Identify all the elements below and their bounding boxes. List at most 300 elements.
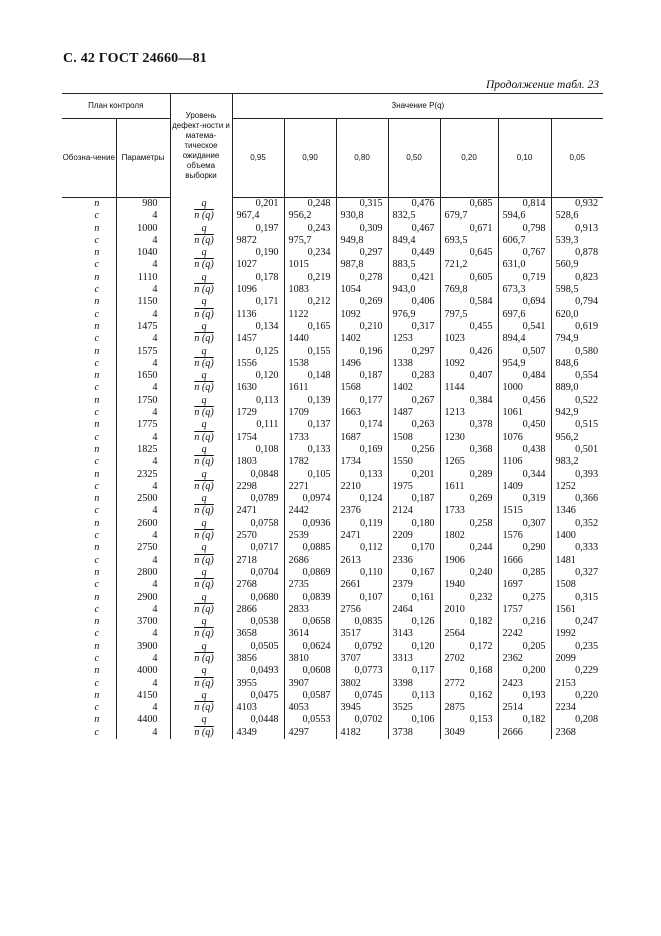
value-cell: 1481 [551, 555, 603, 567]
table-continuation-label: Продолжение табл. 23 [486, 79, 599, 91]
level-text: n (q) [194, 210, 214, 222]
level-text: n (q) [194, 284, 214, 296]
value-cell: 0,111 [232, 419, 284, 431]
designation-cell: c [94, 554, 100, 566]
level-cell [170, 579, 232, 591]
level-cell [170, 432, 232, 444]
value-cell: 2271 [284, 481, 336, 493]
level-cell [170, 628, 232, 640]
designation-cell: c [94, 505, 100, 517]
value-cell: 1092 [336, 309, 388, 321]
parameter-cell: 4150 [116, 690, 170, 702]
value-cell: 1508 [388, 432, 440, 444]
table-row [62, 678, 603, 690]
value-cell: 0,110 [336, 567, 388, 579]
value-cell: 0,105 [284, 469, 336, 481]
designation-cell: n [94, 493, 100, 505]
table-row [62, 530, 603, 542]
value-cell: 0,315 [336, 198, 388, 211]
value-cell: 832,5 [388, 210, 440, 222]
table-row [62, 296, 603, 308]
value-cell: 2661 [336, 579, 388, 591]
value-cell: 0,168 [440, 665, 498, 677]
value-cell: 1729 [232, 407, 284, 419]
parameter-cell: 2750 [116, 542, 170, 554]
value-cell: 0,580 [551, 346, 603, 358]
value-cell: 3049 [440, 727, 498, 739]
value-cell: 0,208 [551, 714, 603, 726]
value-cell: 0,134 [232, 321, 284, 333]
table-row [62, 616, 603, 628]
value-cell: 0,269 [440, 493, 498, 505]
parameter-cell: 1000 [116, 223, 170, 235]
value-cell: 539,3 [551, 235, 603, 247]
designation-cell: n [94, 566, 100, 578]
designation-cell: n [94, 640, 100, 652]
value-cell: 1687 [336, 432, 388, 444]
value-cell: 0,333 [551, 542, 603, 554]
p-value-header: 0,05 [551, 119, 603, 198]
value-cell: 3955 [232, 678, 284, 690]
parameter-cell: 2600 [116, 518, 170, 530]
value-cell: 848,6 [551, 358, 603, 370]
value-cell: 0,182 [440, 616, 498, 628]
parameter-cell: 4 [116, 456, 170, 468]
parameter-cell: 4 [116, 259, 170, 271]
value-cell: 2866 [232, 604, 284, 616]
level-cell [170, 456, 232, 468]
parameter-cell: 4 [116, 628, 170, 640]
parameter-cell: 1040 [116, 247, 170, 259]
value-cell: 975,7 [284, 235, 336, 247]
designation-cell: c [94, 603, 100, 615]
level-cell: q [170, 592, 232, 604]
value-cell: 0,290 [498, 542, 551, 554]
value-cell: 0,267 [388, 395, 440, 407]
designation-cell: c [94, 652, 100, 664]
value-cell: 1561 [551, 604, 603, 616]
table-body [62, 198, 603, 740]
value-cell: 1136 [232, 309, 284, 321]
value-cell: 0,0553 [284, 714, 336, 726]
level-cell [170, 555, 232, 567]
table-row [62, 309, 603, 321]
level-cell: q [170, 616, 232, 628]
designation-cell: c [94, 480, 100, 492]
designation-cell: c [94, 456, 100, 468]
value-cell: 0,507 [498, 346, 551, 358]
level-cell: q [170, 665, 232, 677]
level-text: n (q) [194, 652, 214, 664]
value-cell: 0,172 [440, 641, 498, 653]
value-cell: 0,247 [551, 616, 603, 628]
table-row [62, 604, 603, 616]
value-cell: 983,2 [551, 456, 603, 468]
value-cell: 3907 [284, 678, 336, 690]
value-cell: 0,0974 [284, 493, 336, 505]
value-cell: 2471 [232, 505, 284, 517]
value-cell: 0,554 [551, 370, 603, 382]
value-cell: 1096 [232, 284, 284, 296]
value-cell: 0,0624 [284, 641, 336, 653]
value-cell: 1663 [336, 407, 388, 419]
value-cell: 930,8 [336, 210, 388, 222]
table-row [62, 702, 603, 714]
level-cell: q [170, 370, 232, 382]
value-cell: 0,0658 [284, 616, 336, 628]
value-cell: 0,455 [440, 321, 498, 333]
parameter-cell: 3700 [116, 616, 170, 628]
table-row [62, 358, 603, 370]
value-cell: 2464 [388, 604, 440, 616]
parameter-cell: 1825 [116, 444, 170, 456]
value-cell: 0,197 [232, 223, 284, 235]
table-row [62, 259, 603, 271]
value-cell: 0,541 [498, 321, 551, 333]
value-cell: 528,6 [551, 210, 603, 222]
value-cell: 0,297 [388, 346, 440, 358]
value-cell: 943,0 [388, 284, 440, 296]
value-cell: 1611 [284, 382, 336, 394]
table-row [62, 727, 603, 739]
value-cell: 0,0505 [232, 641, 284, 653]
designation-cell: c [94, 308, 100, 320]
value-cell: 956,2 [551, 432, 603, 444]
value-cell: 0,522 [551, 395, 603, 407]
parameter-cell: 980 [116, 198, 170, 211]
parameter-cell: 4 [116, 432, 170, 444]
designation-cell: n [94, 271, 100, 283]
value-cell: 967,4 [232, 210, 284, 222]
level-text: n (q) [194, 259, 214, 271]
table-row [62, 518, 603, 530]
value-cell: 0,406 [388, 296, 440, 308]
value-cell: 0,167 [388, 567, 440, 579]
value-cell: 1076 [498, 432, 551, 444]
value-cell: 0,139 [284, 395, 336, 407]
value-cell: 0,0538 [232, 616, 284, 628]
value-cell: 1122 [284, 309, 336, 321]
value-cell: 0,126 [388, 616, 440, 628]
value-cell: 1027 [232, 259, 284, 271]
level-cell [170, 530, 232, 542]
value-cell: 0,170 [388, 542, 440, 554]
level-cell: q [170, 223, 232, 235]
value-cell: 2298 [232, 481, 284, 493]
value-cell: 794,9 [551, 333, 603, 345]
designation-cell: c [94, 234, 100, 246]
value-cell: 1992 [551, 628, 603, 640]
value-cell: 0,767 [498, 247, 551, 259]
parameter-cell: 4 [116, 505, 170, 517]
level-text: n (q) [194, 480, 214, 492]
value-cell: 0,694 [498, 296, 551, 308]
designation-cell: n [94, 443, 100, 455]
value-cell: 0,297 [336, 247, 388, 259]
value-cell: 4053 [284, 702, 336, 714]
value-cell: 697,6 [498, 309, 551, 321]
level-text: n (q) [194, 603, 214, 615]
value-cell: 894,4 [498, 333, 551, 345]
value-cell: 0,258 [440, 518, 498, 530]
value-cell: 3614 [284, 628, 336, 640]
value-cell: 1015 [284, 259, 336, 271]
value-cell: 1803 [232, 456, 284, 468]
value-cell: 0,515 [551, 419, 603, 431]
value-cell: 976,9 [388, 309, 440, 321]
value-cell: 889,0 [551, 382, 603, 394]
value-cell: 2613 [336, 555, 388, 567]
value-cell: 3313 [388, 653, 440, 665]
value-cell: 1782 [284, 456, 336, 468]
value-cell: 1061 [498, 407, 551, 419]
level-text: n (q) [194, 505, 214, 517]
value-cell: 0,248 [284, 198, 336, 211]
value-cell: 560,9 [551, 259, 603, 271]
value-cell: 3945 [336, 702, 388, 714]
parameter-cell: 1575 [116, 346, 170, 358]
value-cell: 620,0 [551, 309, 603, 321]
value-cell: 0,193 [498, 690, 551, 702]
value-cell: 1402 [388, 382, 440, 394]
value-cell: 0,0475 [232, 690, 284, 702]
parameter-cell: 4 [116, 235, 170, 247]
value-cell: 954,9 [498, 358, 551, 370]
value-cell: 0,0885 [284, 542, 336, 554]
table-row [62, 346, 603, 358]
value-cell: 1508 [551, 579, 603, 591]
value-cell: 1023 [440, 333, 498, 345]
value-cell: 0,125 [232, 346, 284, 358]
value-cell: 2336 [388, 555, 440, 567]
value-cell: 2442 [284, 505, 336, 517]
value-cell: 0,113 [388, 690, 440, 702]
value-cell: 0,0680 [232, 592, 284, 604]
designation-cell: c [94, 530, 100, 542]
value-cell: 0,0448 [232, 714, 284, 726]
value-cell: 2514 [498, 702, 551, 714]
value-cell: 0,205 [498, 641, 551, 653]
parameter-cell: 4 [116, 727, 170, 739]
value-cell: 721,2 [440, 259, 498, 271]
table-row [62, 505, 603, 517]
value-cell: 2570 [232, 530, 284, 542]
level-cell: q [170, 296, 232, 308]
value-cell: 1802 [440, 530, 498, 542]
table-row [62, 641, 603, 653]
value-cell: 2210 [336, 481, 388, 493]
designation-cell: n [94, 198, 100, 209]
designation-cell: c [94, 210, 100, 222]
table-row [62, 210, 603, 222]
level-cell [170, 382, 232, 394]
parameter-cell: 4 [116, 284, 170, 296]
designation-cell: c [94, 259, 100, 271]
designation-cell: c [94, 431, 100, 443]
value-cell: 3738 [388, 727, 440, 739]
value-cell: 2010 [440, 604, 498, 616]
parameter-cell: 3900 [116, 641, 170, 653]
table-row [62, 579, 603, 591]
value-cell: 0,932 [551, 198, 603, 211]
value-cell: 0,0745 [336, 690, 388, 702]
value-cell: 594,6 [498, 210, 551, 222]
parameter-cell: 4 [116, 210, 170, 222]
value-cell: 0,269 [336, 296, 388, 308]
level-text: n (q) [194, 357, 214, 369]
parameter-cell: 1650 [116, 370, 170, 382]
value-cell: 1440 [284, 333, 336, 345]
parameters-header: Параметры [116, 119, 170, 198]
p-value-header: 0,50 [388, 119, 440, 198]
value-cell: 0,196 [336, 346, 388, 358]
value-cell: 2124 [388, 505, 440, 517]
designation-cell: n [94, 296, 100, 308]
value-cell: 0,0773 [336, 665, 388, 677]
value-cell: 2362 [498, 653, 551, 665]
value-cell: 0,685 [440, 198, 498, 211]
parameter-cell: 2900 [116, 592, 170, 604]
value-cell: 0,0839 [284, 592, 336, 604]
value-cell: 0,133 [284, 444, 336, 456]
designation-cell: c [94, 628, 100, 640]
value-cell: 1230 [440, 432, 498, 444]
value-cell: 2833 [284, 604, 336, 616]
designation-cell: c [94, 382, 100, 394]
value-cell: 3802 [336, 678, 388, 690]
value-cell: 0,366 [551, 493, 603, 505]
value-cell: 0,177 [336, 395, 388, 407]
value-cell: 1906 [440, 555, 498, 567]
designation-cell: n [94, 419, 100, 431]
value-cell: 0,119 [336, 518, 388, 530]
value-cell: 0,219 [284, 272, 336, 284]
parameter-cell: 4 [116, 407, 170, 419]
value-cell: 0,244 [440, 542, 498, 554]
page-header: С. 42 ГОСТ 24660—81 [63, 51, 207, 66]
value-cell: 0,484 [498, 370, 551, 382]
value-cell: 4103 [232, 702, 284, 714]
value-cell: 0,212 [284, 296, 336, 308]
level-cell: q [170, 567, 232, 579]
value-cell: 9872 [232, 235, 284, 247]
level-text: n (q) [194, 431, 214, 443]
value-cell: 0,182 [498, 714, 551, 726]
level-cell [170, 653, 232, 665]
value-cell: 0,0758 [232, 518, 284, 530]
p-value-header: 0,10 [498, 119, 551, 198]
level-text: n (q) [194, 333, 214, 345]
table-row [62, 284, 603, 296]
table-row [62, 333, 603, 345]
designation-cell: n [94, 616, 100, 628]
value-cell: 0,133 [336, 469, 388, 481]
designation-cell: c [94, 284, 100, 296]
level-text: n (q) [194, 407, 214, 419]
level-text: n (q) [194, 702, 214, 714]
level-cell: q [170, 272, 232, 284]
table-row [62, 432, 603, 444]
designation-cell: c [94, 333, 100, 345]
value-cell: 0,352 [551, 518, 603, 530]
value-cell: 4297 [284, 727, 336, 739]
level-cell: q [170, 247, 232, 259]
value-cell: 0,368 [440, 444, 498, 456]
value-cell: 1409 [498, 481, 551, 493]
table-row [62, 469, 603, 481]
parameter-cell: 4 [116, 579, 170, 591]
table-row [62, 456, 603, 468]
value-cell: 0,174 [336, 419, 388, 431]
level-cell [170, 678, 232, 690]
value-cell: 2686 [284, 555, 336, 567]
plan-header: План контроля [62, 94, 170, 119]
p-value-header: 0,20 [440, 119, 498, 198]
value-cell: 1733 [284, 432, 336, 444]
value-cell: 0,187 [388, 493, 440, 505]
level-cell: q [170, 346, 232, 358]
designation-cell: n [94, 394, 100, 406]
value-cell: 2702 [440, 653, 498, 665]
level-cell: q [170, 321, 232, 333]
value-cell: 2368 [551, 727, 603, 739]
value-cell: 0,148 [284, 370, 336, 382]
value-cell: 797,5 [440, 309, 498, 321]
table-row [62, 567, 603, 579]
value-cell: 0,456 [498, 395, 551, 407]
value-cell: 3525 [388, 702, 440, 714]
value-cell: 1709 [284, 407, 336, 419]
value-cell: 1556 [232, 358, 284, 370]
value-cell: 0,823 [551, 272, 603, 284]
value-cell: 693,5 [440, 235, 498, 247]
value-cell: 0,180 [388, 518, 440, 530]
value-cell: 1346 [551, 505, 603, 517]
table-row [62, 223, 603, 235]
parameter-cell: 1750 [116, 395, 170, 407]
value-cell: 0,120 [232, 370, 284, 382]
value-cell: 0,319 [498, 493, 551, 505]
value-cell: 0,317 [388, 321, 440, 333]
value-cell: 1611 [440, 481, 498, 493]
value-cell: 2376 [336, 505, 388, 517]
value-cell: 679,7 [440, 210, 498, 222]
value-cell: 0,106 [388, 714, 440, 726]
value-cell: 0,327 [551, 567, 603, 579]
value-cell: 0,153 [440, 714, 498, 726]
value-cell: 0,171 [232, 296, 284, 308]
value-cell: 673,3 [498, 284, 551, 296]
value-cell: 956,2 [284, 210, 336, 222]
value-cell: 0,0835 [336, 616, 388, 628]
value-cell: 0,235 [551, 641, 603, 653]
value-cell: 3517 [336, 628, 388, 640]
level-cell: q [170, 714, 232, 726]
level-text: n (q) [194, 234, 214, 246]
value-cell: 0,201 [232, 198, 284, 211]
value-cell: 1092 [440, 358, 498, 370]
value-cell: 0,232 [440, 592, 498, 604]
value-cell: 2735 [284, 579, 336, 591]
value-cell: 0,426 [440, 346, 498, 358]
level-cell [170, 727, 232, 739]
designation-cell: n [94, 689, 100, 701]
value-cell: 0,501 [551, 444, 603, 456]
level-cell [170, 481, 232, 493]
value-cell: 0,187 [336, 370, 388, 382]
value-cell: 0,0869 [284, 567, 336, 579]
value-cell: 0,378 [440, 419, 498, 431]
